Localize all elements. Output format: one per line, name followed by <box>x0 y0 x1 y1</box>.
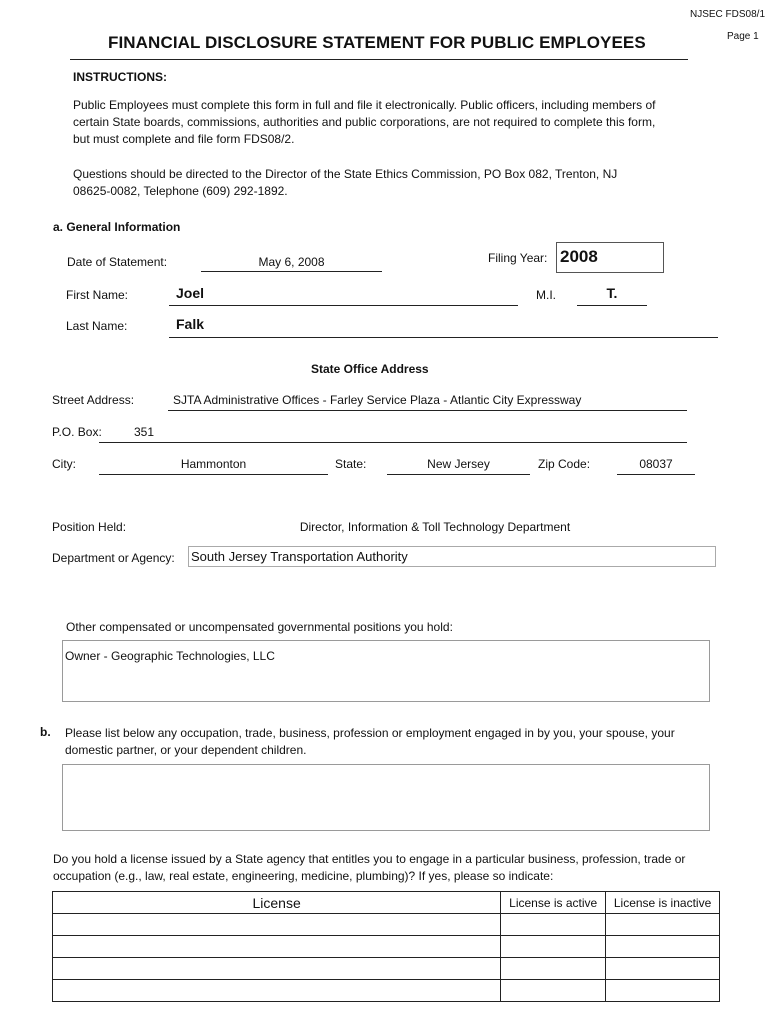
po-box-label: P.O. Box: <box>52 425 102 439</box>
other-positions-value: Owner - Geographic Technologies, LLC <box>65 649 275 663</box>
mi-field[interactable]: T. <box>606 285 618 301</box>
street-underline <box>168 410 687 411</box>
first-name-field[interactable]: Joel <box>176 285 205 301</box>
first-name-underline <box>169 305 518 306</box>
page-number: Page 1 <box>727 31 759 42</box>
last-name-field[interactable]: Falk <box>176 316 205 332</box>
general-section-label: a. General Information <box>53 220 181 234</box>
po-box-field[interactable]: 351 <box>134 425 155 439</box>
license-question <box>53 851 733 885</box>
other-positions-label: Other compensated or uncompensated governmental positions you hold: <box>66 620 453 634</box>
table-row <box>53 958 720 980</box>
license-inactive-cell[interactable] <box>606 936 720 958</box>
position-field[interactable]: Director, Information & Toll Technology Department <box>299 520 571 534</box>
state-field[interactable]: New Jersey <box>427 457 490 471</box>
address-heading: State Office Address <box>311 362 429 376</box>
mi-underline <box>577 305 647 306</box>
city-label: City: <box>52 457 76 471</box>
occupation-field[interactable] <box>62 764 710 831</box>
license-inactive-cell[interactable] <box>606 980 720 1002</box>
state-label: State: <box>335 457 367 471</box>
license-table-header <box>53 892 720 914</box>
license-cell[interactable] <box>53 914 501 936</box>
state-underline <box>387 474 530 475</box>
date-field[interactable]: May 6, 2008 <box>258 255 325 269</box>
instructions-line: Questions should be directed to the Director of the State Ethics Commission, PO Box 082, Trenton, NJ <box>73 167 618 181</box>
instructions-paragraph-2 <box>73 166 713 200</box>
agency-value: South Jersey Transportation Authority <box>191 549 408 564</box>
section-b-text <box>65 725 725 759</box>
last-name-underline <box>169 337 718 338</box>
page-title: FINANCIAL DISCLOSURE STATEMENT FOR PUBLIC EMPLOYEES <box>108 33 646 52</box>
license-cell[interactable] <box>53 980 501 1002</box>
city-underline <box>99 474 328 475</box>
mi-label: M.I. <box>536 288 556 302</box>
license-table <box>52 891 720 1002</box>
agency-field[interactable] <box>188 546 716 567</box>
license-inactive-cell[interactable] <box>606 958 720 980</box>
license-question-line: Do you hold a license issued by a State agency that entitles you to engage in a particular business, profession, trade or <box>53 852 686 866</box>
license-active-column-header: License is active <box>501 892 606 914</box>
table-row <box>53 980 720 1002</box>
license-active-cell[interactable] <box>501 936 606 958</box>
license-cell[interactable] <box>53 958 501 980</box>
section-b-line: domestic partner, or your dependent children. <box>65 743 307 757</box>
zip-underline <box>617 474 695 475</box>
city-field[interactable]: Hammonton <box>180 457 247 471</box>
form-code: NJSEC FDS08/1 <box>690 9 766 20</box>
section-b-line: Please list below any occupation, trade, business, profession or employment engaged in by you, your spouse, your <box>65 726 675 740</box>
filing-year-field[interactable] <box>556 242 664 273</box>
license-cell[interactable] <box>53 936 501 958</box>
instructions-line: Public Employees must complete this form in full and file it electronically. Public officers, including members of <box>73 98 656 112</box>
date-underline <box>201 271 382 272</box>
table-row <box>53 914 720 936</box>
license-column-header: License <box>53 892 501 914</box>
instructions-heading: INSTRUCTIONS: <box>73 70 167 84</box>
title-underline <box>70 59 688 60</box>
agency-label: Department or Agency: <box>52 551 175 565</box>
instructions-paragraph-1 <box>73 97 713 148</box>
date-label: Date of Statement: <box>67 255 168 269</box>
license-active-cell[interactable] <box>501 914 606 936</box>
license-question-line: occupation (e.g., law, real estate, engineering, medicine, plumbing)? If yes, please so indicate: <box>53 869 554 883</box>
license-active-cell[interactable] <box>501 980 606 1002</box>
other-positions-field[interactable] <box>62 640 710 702</box>
license-active-cell[interactable] <box>501 958 606 980</box>
position-label: Position Held: <box>52 520 127 534</box>
occupation-value <box>63 765 709 769</box>
street-field[interactable]: SJTA Administrative Offices - Farley Service Plaza - Atlantic City Expressway <box>173 393 582 407</box>
street-label: Street Address: <box>52 393 135 407</box>
license-inactive-column-header: License is inactive <box>606 892 720 914</box>
table-row <box>53 936 720 958</box>
last-name-label: Last Name: <box>66 319 128 333</box>
license-inactive-cell[interactable] <box>606 914 720 936</box>
first-name-label: First Name: <box>66 288 129 302</box>
filing-year-value: 2008 <box>560 247 598 266</box>
zip-label: Zip Code: <box>538 457 591 471</box>
zip-field[interactable]: 08037 <box>639 457 673 471</box>
filing-year-label: Filing Year: <box>488 251 548 265</box>
instructions-line: but must complete and file form FDS08/2. <box>73 132 295 146</box>
instructions-line: certain State boards, commissions, authorities and public corporations, are not required to complete this form, <box>73 115 656 129</box>
po-box-underline <box>99 442 687 443</box>
section-b-marker: b. <box>40 725 51 739</box>
instructions-line: 08625-0082, Telephone (609) 292-1892. <box>73 184 288 198</box>
